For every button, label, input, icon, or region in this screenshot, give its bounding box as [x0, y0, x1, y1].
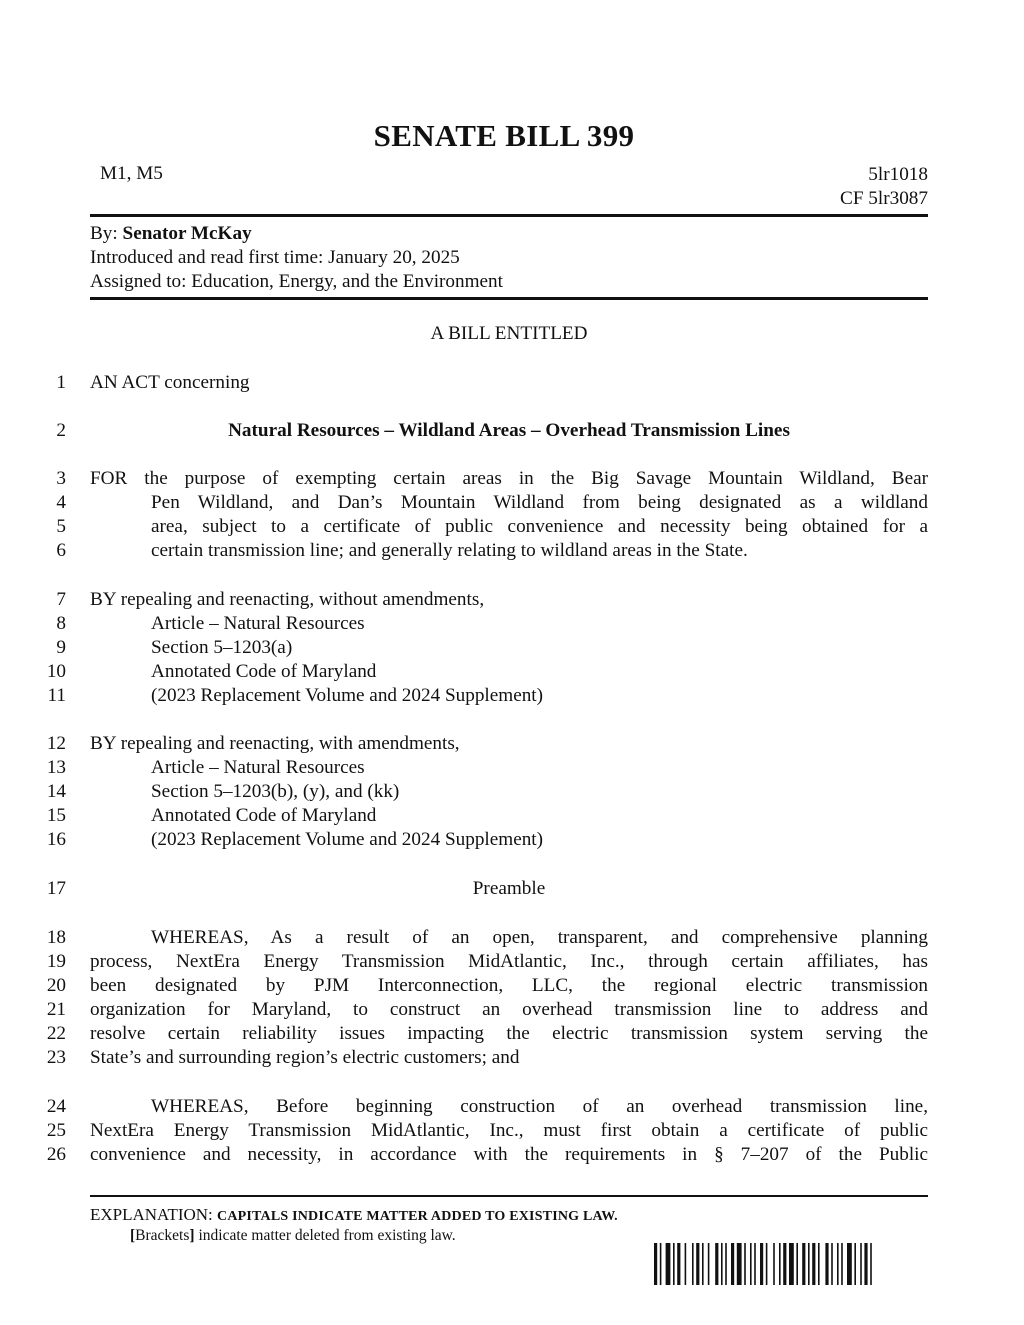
barcode-image: [654, 1243, 904, 1285]
line-number: 18: [46, 927, 66, 948]
line-number: 5: [56, 516, 66, 537]
body-line: organization for Maryland, to construct an overhead transmission line to address and: [90, 999, 928, 1020]
line-number: 26: [46, 1144, 66, 1165]
line-number: 20: [46, 975, 66, 996]
header-rule-top: [90, 214, 928, 217]
header-rule-bottom: [90, 297, 928, 300]
line-number: 22: [46, 1023, 66, 1044]
line-number: 8: [56, 613, 66, 634]
line-number: 2: [56, 420, 66, 441]
line-number: 9: [56, 637, 66, 658]
subject-codes: M1, M5: [100, 163, 163, 184]
body-line: State’s and surrounding region’s electric customers; and: [90, 1047, 520, 1068]
file-number: 5lr1018: [868, 164, 928, 185]
brackets-line: [130, 1227, 456, 1245]
line-number: 10: [46, 661, 66, 682]
line-number: 12: [46, 733, 66, 754]
body-line: been designated by PJM Interconnection, LLC, the regional electric transmission: [90, 975, 928, 996]
bracket-close: ]: [189, 1227, 195, 1244]
by-label: By:: [90, 223, 123, 244]
body-line: process, NextEra Energy Transmission MidAtlantic, Inc., through certain affiliates, has: [90, 951, 928, 972]
body-line: Article – Natural Resources: [151, 613, 365, 634]
act-title: Natural Resources – Wildland Areas – Overhead Transmission Lines: [228, 420, 790, 441]
line-number: 19: [46, 951, 66, 972]
line-number: 21: [46, 999, 66, 1020]
body-line: NextEra Energy Transmission MidAtlantic, Inc., must first obtain a certificate of public: [90, 1120, 928, 1141]
body-line: FOR the purpose of exempting certain areas in the Big Savage Mountain Wildland, Bear: [90, 468, 928, 489]
explanation-caps: CAPITALS INDICATE MATTER ADDED TO EXISTING LAW.: [217, 1209, 618, 1224]
bill-entitled: A BILL ENTITLED: [430, 323, 588, 344]
line-number: 1: [56, 372, 66, 393]
body-line: Section 5–1203(b), (y), and (kk): [151, 781, 400, 802]
line-number: 3: [56, 468, 66, 489]
body-line: BY repealing and reenacting, with amendments,: [90, 733, 460, 754]
body-line: resolve certain reliability issues impacting the electric transmission system serving the: [90, 1023, 928, 1044]
sponsor-line: [90, 222, 252, 246]
body-line: Pen Wildland, and Dan’s Mountain Wildland from being designated as a wildland: [151, 492, 928, 513]
explanation-label: EXPLANATION:: [90, 1205, 218, 1224]
cross-file-number: CF 5lr3087: [840, 188, 928, 209]
line-number: 14: [46, 781, 66, 802]
footer-rule: [90, 1195, 928, 1197]
body-line: Article – Natural Resources: [151, 757, 365, 778]
body-line: Annotated Code of Maryland: [151, 805, 377, 826]
body-line: certain transmission line; and generally relating to wildland areas in the State.: [151, 540, 748, 561]
body-line: WHEREAS, Before beginning construction of an overhead transmission line,: [151, 1096, 928, 1117]
line-number: 23: [46, 1047, 66, 1068]
explanation-line: [90, 1205, 618, 1225]
line-number: 25: [46, 1120, 66, 1141]
introduced-line: Introduced and read first time: January 20, 2025: [90, 247, 460, 268]
line-number: 24: [46, 1096, 66, 1117]
body-line: (2023 Replacement Volume and 2024 Supplement): [151, 685, 544, 706]
preamble-heading: Preamble: [472, 878, 546, 899]
line-number: 7: [56, 589, 66, 610]
line-number: 15: [46, 805, 66, 826]
body-line: WHEREAS, As a result of an open, transparent, and comprehensive planning: [151, 927, 928, 948]
body-line: BY repealing and reenacting, without amendments,: [90, 589, 485, 610]
brackets-word: Brackets: [135, 1227, 190, 1244]
body-line: Annotated Code of Maryland: [151, 661, 377, 682]
body-line: (2023 Replacement Volume and 2024 Supplement): [151, 829, 544, 850]
line-number: 6: [56, 540, 66, 561]
assigned-line: Assigned to: Education, Energy, and the Environment: [90, 271, 503, 292]
line-number: 13: [46, 757, 66, 778]
line-number: 17: [46, 878, 66, 899]
body-line: convenience and necessity, in accordance with the requirements in § 7–207 of the Public: [90, 1144, 928, 1165]
brackets-rest: indicate matter deleted from existing law.: [194, 1227, 456, 1244]
body-line: area, subject to a certificate of public convenience and necessity being obtained for a: [151, 516, 928, 537]
bill-title: SENATE BILL 399: [373, 118, 635, 153]
line-number: 16: [46, 829, 66, 850]
sponsor-name: Senator McKay: [122, 223, 252, 244]
file-numbers: [840, 163, 928, 211]
bracket-open: [: [130, 1227, 136, 1244]
line-number: 4: [56, 492, 66, 513]
body-line: Section 5–1203(a): [151, 637, 293, 658]
line-number: 11: [47, 685, 66, 706]
body-line: AN ACT concerning: [90, 372, 250, 393]
